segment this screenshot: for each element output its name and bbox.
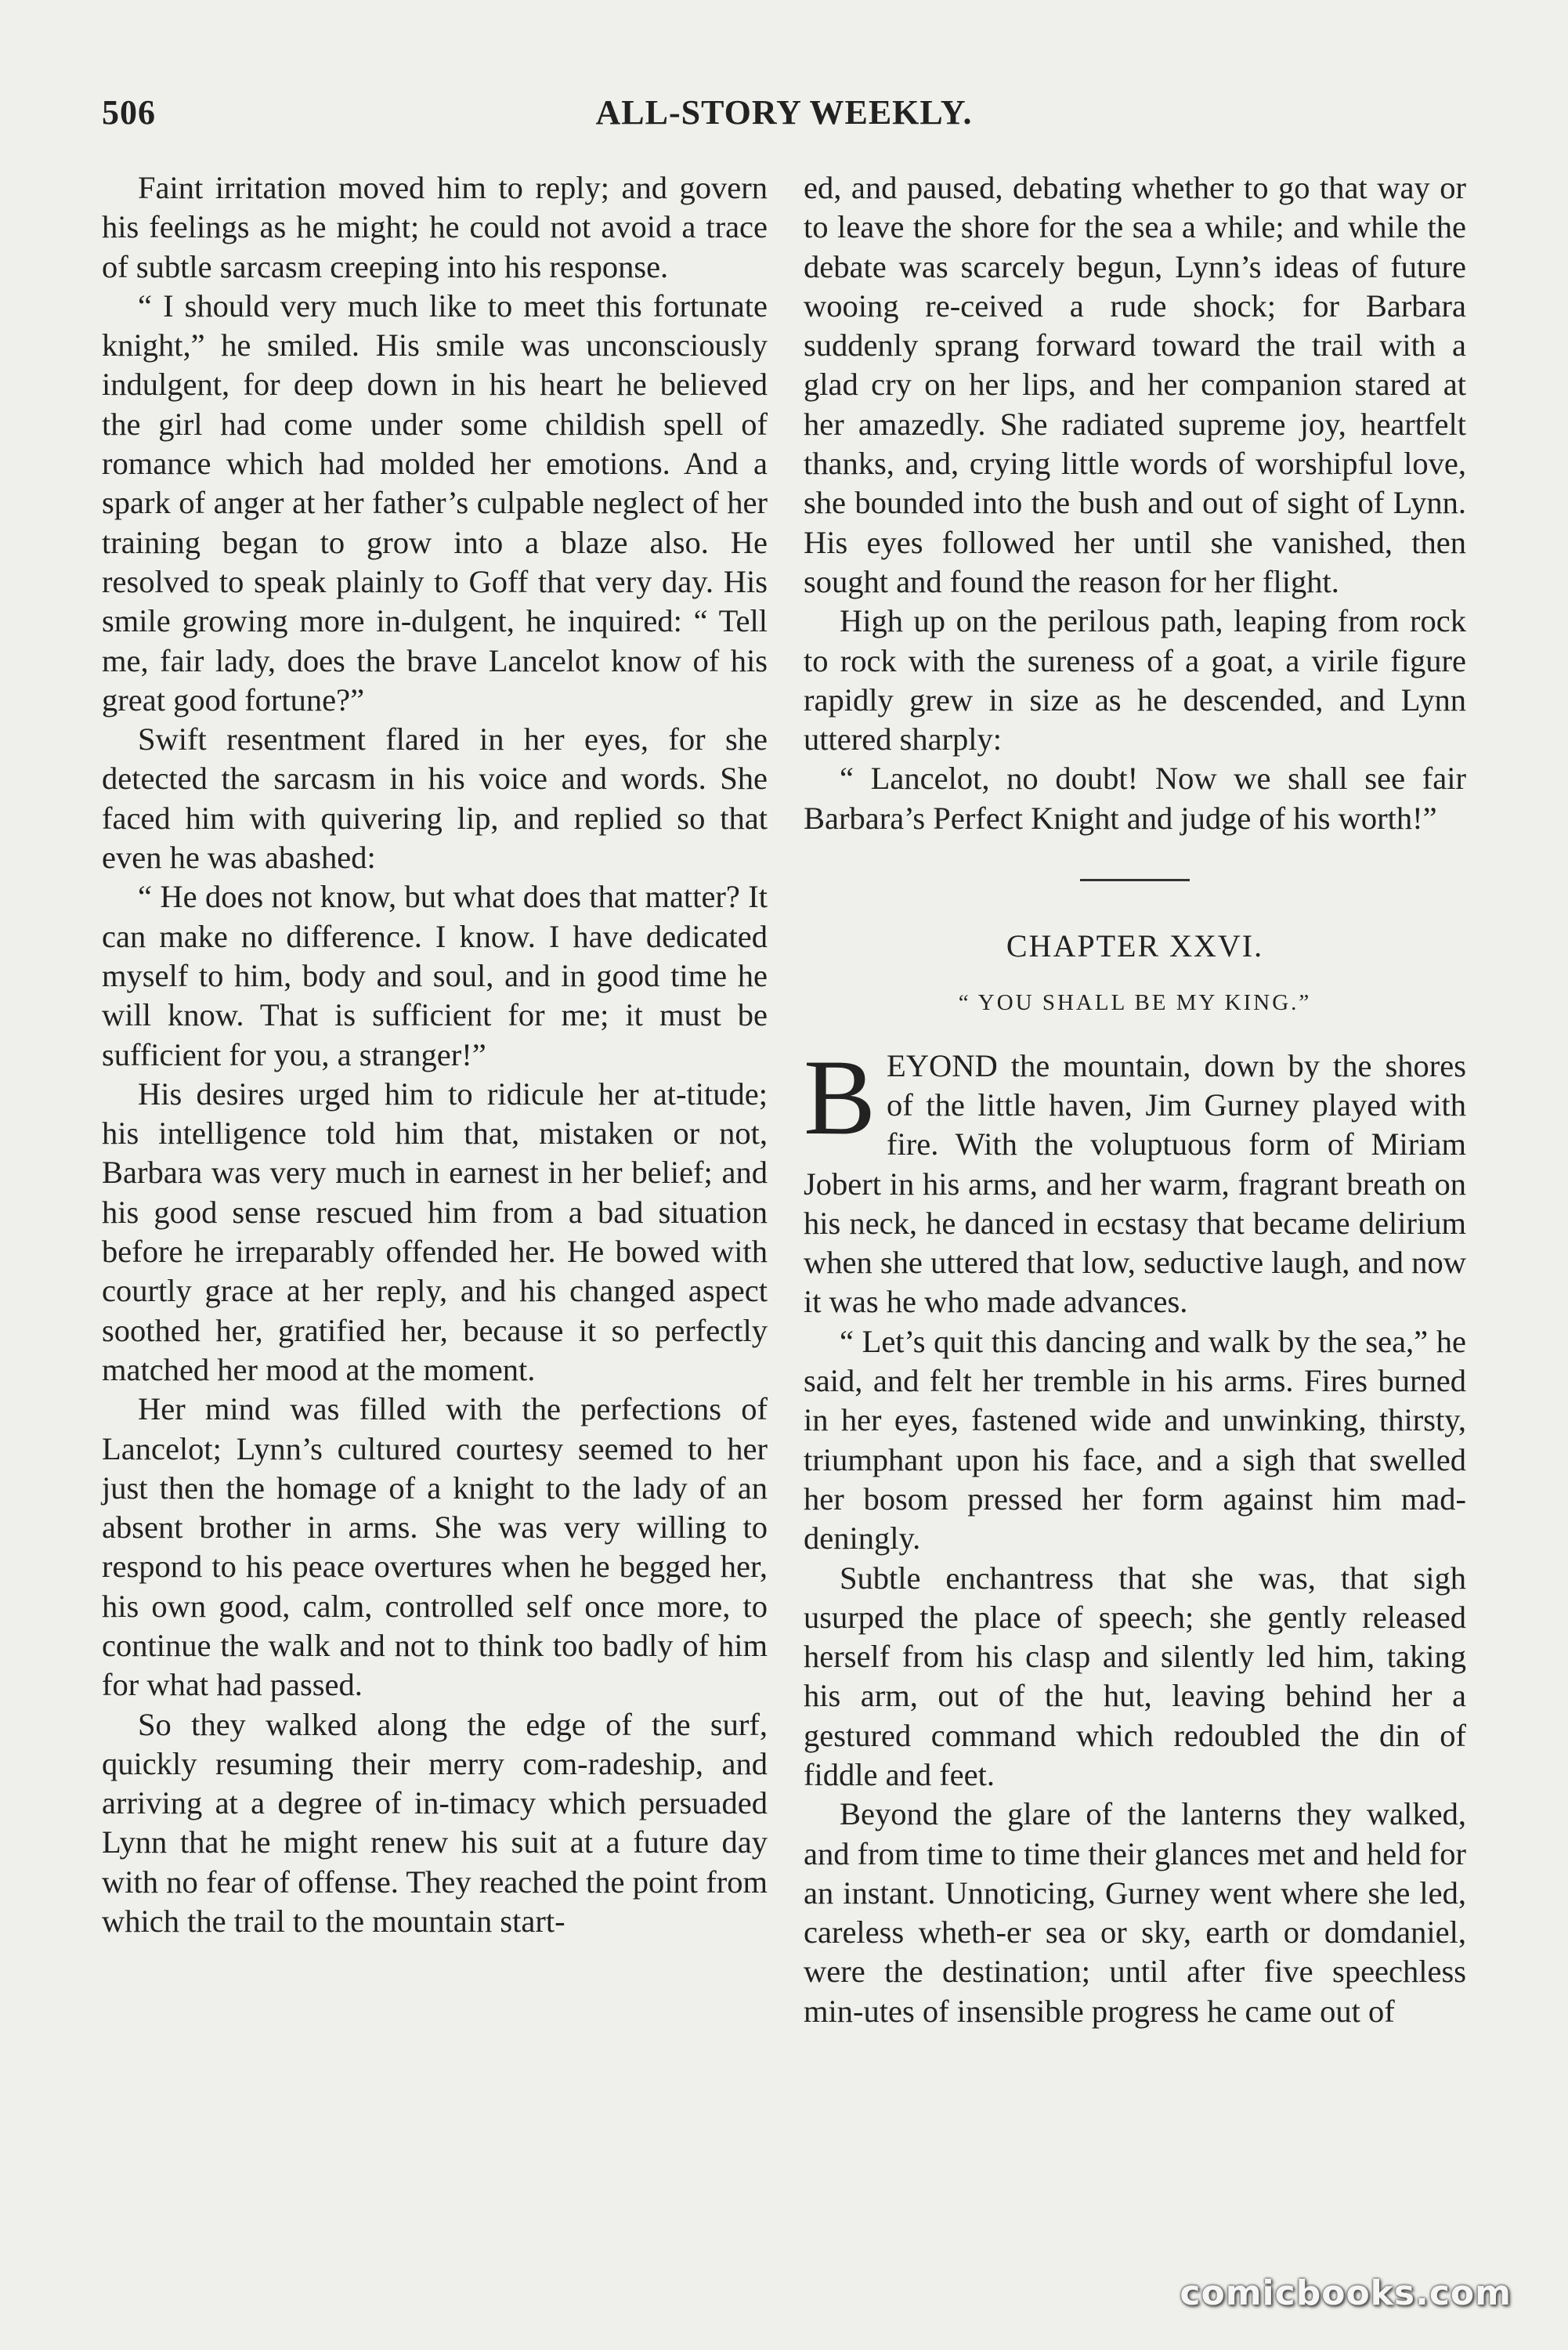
paragraph: Her mind was filled with the perfections of Lancelot; Lynn’s cultured courtesy seemed to her just then the homage of a knight to the lady of an absent brother in arms. She was very willing to respond to his peace overtures when he begged her, his own good, calm, controlled self once more, to continue the walk and not to think too badly of him for what had passed.	[102, 1391, 768, 1703]
paragraph: So they walked along the edge of the surf, quickly resuming their merry com-radeship, and arriving at a degree of in-timacy which persuaded Lynn that he might renew his suit at a future day with no fear of offense. They reached the point from which the trail to the mountain start-	[102, 1706, 768, 1940]
paragraph: His desires urged him to ridicule her at-titude; his intelligence told him that, mistaken or not, Barbara was very much in earnest in her belief; and his good sense rescued him from a bad situation before he irreparably offended her. He bowed with courtly grace at her reply, and his changed aspect soothed her, gratified her, because it so perfectly matched her mood at the moment.	[102, 1076, 768, 1387]
running-title: ALL-STORY WEEKLY.	[595, 93, 973, 132]
chapter-title: CHAPTER XXVI.	[1006, 928, 1264, 964]
paragraph: Faint irritation moved him to reply; and govern his feelings as he might; he could not avoid a trace of subtle sarcasm creeping into his response.	[102, 170, 768, 284]
paragraph: “ He does not know, but what does that matter? It can make no difference. I know. I have dedicated myself to him, body and soul, and in good time he will know. That is sufficient for me; it must be sufficient for you, a stranger!”	[102, 879, 768, 1072]
left-column	[102, 168, 768, 1941]
page-number: 506	[102, 93, 156, 132]
paragraph: “ Lancelot, no doubt! Now we shall see fair Barbara’s Perfect Knight and judge of his worth!”	[804, 761, 1466, 836]
paragraph: Beyond the glare of the lanterns they walked, and from time to time their glances met and held for an instant. Unnoticing, Gurney went where she led, careless wheth-er sea or sky, earth or domdaniel, were the destination; until after five speechless min-utes of insensible progress he came out of	[804, 1796, 1466, 2029]
paragraph: Subtle enchantress that she was, that sigh usurped the place of speech; she gently released herself from his clasp and silently led him, taking his arm, out of the hut, leaving behind her a gestured command which redoubled the din of fiddle and feet.	[804, 1560, 1466, 1792]
chapter-opening-paragraph	[804, 1036, 1466, 1322]
section-divider	[1080, 879, 1190, 881]
paragraph: “ Let’s quit this dancing and walk by the sea,” he said, and felt her tremble in his arms. Fires burned in her eyes, fastened wide and unwinking, thirsty, triumphant upon his face, and a sigh that swelled her bosom pressed her form against him mad-deningly.	[804, 1323, 1466, 1556]
paragraph: High up on the perilous path, leaping from rock to rock with the sureness of a goat, a virile figure rapidly grew in size as he descended, and Lynn uttered sharply:	[804, 603, 1466, 757]
right-column	[804, 168, 1466, 2031]
paragraph: Swift resentment flared in her eyes, for she detected the sarcasm in his voice and words. She faced him with quivering lip, and replied so that even he was abashed:	[102, 721, 768, 876]
page-header	[102, 92, 1466, 147]
paragraph: “ I should very much like to meet this fortunate knight,” he smiled. His smile was unconsciously indulgent, for deep down in his heart he believed the girl had come under some childish spell of romance which had molded her emotions. And a spark of anger at her father’s culpable neglect of her training began to grow into a blaze also. He resolved to speak plainly to Goff that very day. His smile growing more in-dulgent, he inquired: “ Tell me, fair lady, does the brave Lancelot know of his great good fortune?”	[102, 287, 768, 718]
drop-cap: B	[804, 1036, 876, 1157]
watermark-logo: comicbooks.com	[1180, 2273, 1512, 2313]
paragraph: ed, and paused, debating whether to go that way or to leave the shore for the sea a while; and while the debate was scarcely begun, Lynn’s ideas of future wooing re-ceived a rude shock; for Barbara suddenly sprang forward toward the trail with a glad cry on her lips, and her companion stared at her amazedly. She radiated supreme joy, heartfelt thanks, and, crying little words of worshipful love, she bounded into the bush and out of sight of Lynn. His eyes followed her until she vanished, then sought and found the reason for her flight.	[804, 170, 1466, 599]
chapter-subtitle: “ YOU SHALL BE MY KING.”	[958, 990, 1312, 1016]
opening-text: EYOND the mountain, down by the shores of the little haven, Jim Gurney played with fire. With the voluptuous form of Miriam Jobert in his arms, and her warm, fragrant breath on his neck, he danced in ecstasy that became delirium when she uttered that low, seductive laugh, and now it was he who made advances.	[804, 1047, 1466, 1320]
